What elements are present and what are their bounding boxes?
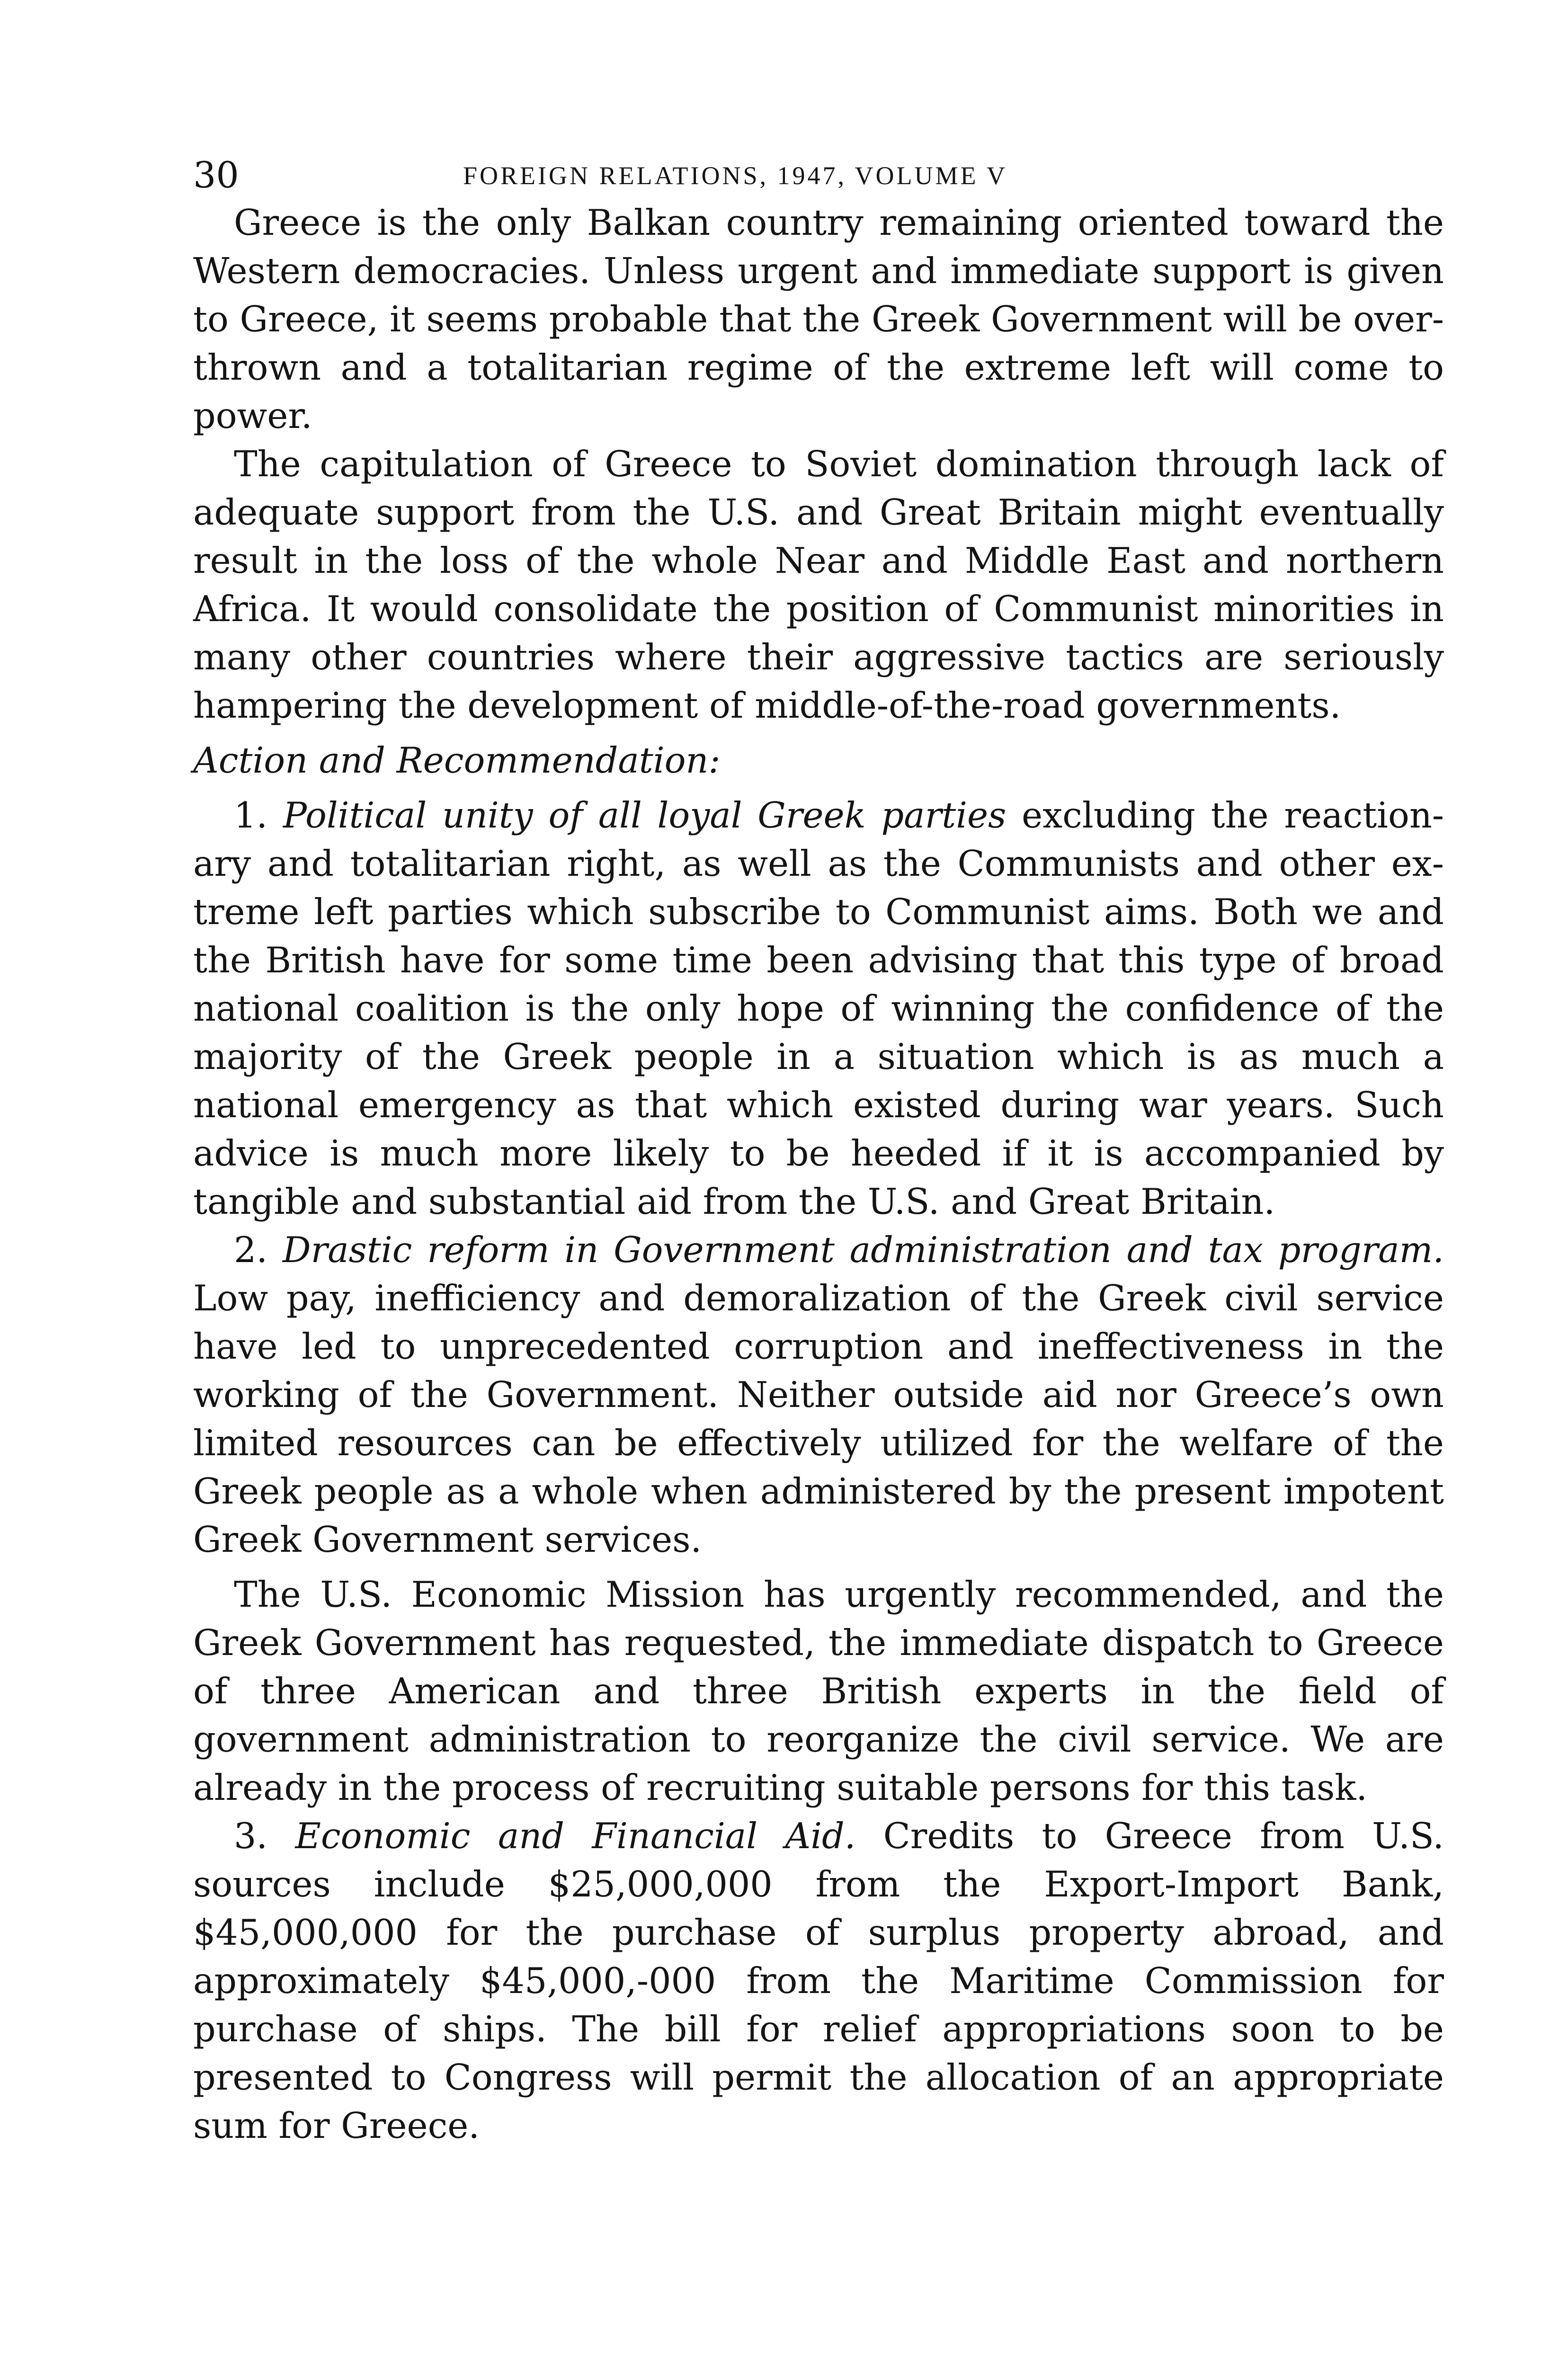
- recommendation-item-3: [193, 1812, 1444, 2150]
- item-2-number: 2.: [234, 1229, 268, 1271]
- paragraph-economic-mission: The U.S. Economic Mission has urgently recommended, and the Greek Government has requested, the immediate dispatch to Greece of three American and three British experts in the field of government administration to reorganize the civil service. We are already in the process of recruiting suitable persons for this task.: [193, 1574, 1444, 1808]
- item-3-number: 3.: [234, 1815, 268, 1857]
- running-head: [193, 142, 1444, 199]
- item-1-number: 1.: [234, 795, 268, 836]
- section-heading-action: Action and Recommendation:: [193, 740, 721, 781]
- page-content: [193, 142, 1444, 2150]
- item-2-heading: Drastic reform in Government administration and tax program.: [282, 1229, 1444, 1271]
- item-1-text: excluding the reactionary and totalitarian right, as well as the Communists and other extreme left parties which subscribe to Communist aims. Both we and the British have for some time been advising that this type of broad national coalition is the only hope of winning the confidence of the majority of the Greek people in a situation which is as much a national emergency as that which existed during war years. Such advice is much more likely to be heeded if it is accompanied by tangible and substantial aid from the U.S. and Great Britain.: [193, 795, 1444, 1222]
- paragraph-greece-oriented-west: Greece is the only Balkan country remaining oriented toward the Western democracies. Unless urgent and immediate support is given to Greece, it seems probable that the Greek Government will be overthrown and a totalitarian regime of the extreme left will come to power.: [193, 202, 1444, 436]
- paragraph-capitulation: The capitulation of Greece to Soviet domination through lack of adequate support from the U.S. and Great Britain might eventually result in the loss of the whole Near and Middle East and northern Africa. It would consolidate the position of Communist minorities in many other countries where their aggressive tactics are seriously hampering the development of middle-of-the-road governments.: [193, 444, 1444, 726]
- body-text: [193, 199, 1444, 2150]
- recommendation-item-2: [193, 1226, 1444, 1564]
- item-2-text: Low pay, inefficiency and demoralization of the Greek civil service have led to unprecedented corruption and ineffectiveness in the working of the Government. Neither outside aid nor Greece’s own limited resources can be effectively utilized for the welfare of the Greek people as a whole when administered by the present impotent Greek Government services.: [193, 1278, 1444, 1560]
- running-title: FOREIGN RELATIONS, 1947, VOLUME V: [463, 161, 1008, 190]
- item-1-heading: Political unity of all loyal Greek parties: [283, 795, 1007, 836]
- item-3-heading: Economic and Financial Aid.: [295, 1815, 856, 1857]
- recommendation-item-1: [193, 792, 1444, 1226]
- page-number: 30: [193, 154, 239, 196]
- item-3-text: Credits to Greece from U.S. sources include $25,000,000 from the Export-Import Bank, $45,000,000 for the purchase of surplus property abroad, and approximately $45,000,-000 from the Maritime Commission for purchase of ships. The bill for relief appropriations soon to be presented to Congress will permit the allocation of an appropriate sum for Greece.: [193, 1815, 1444, 2146]
